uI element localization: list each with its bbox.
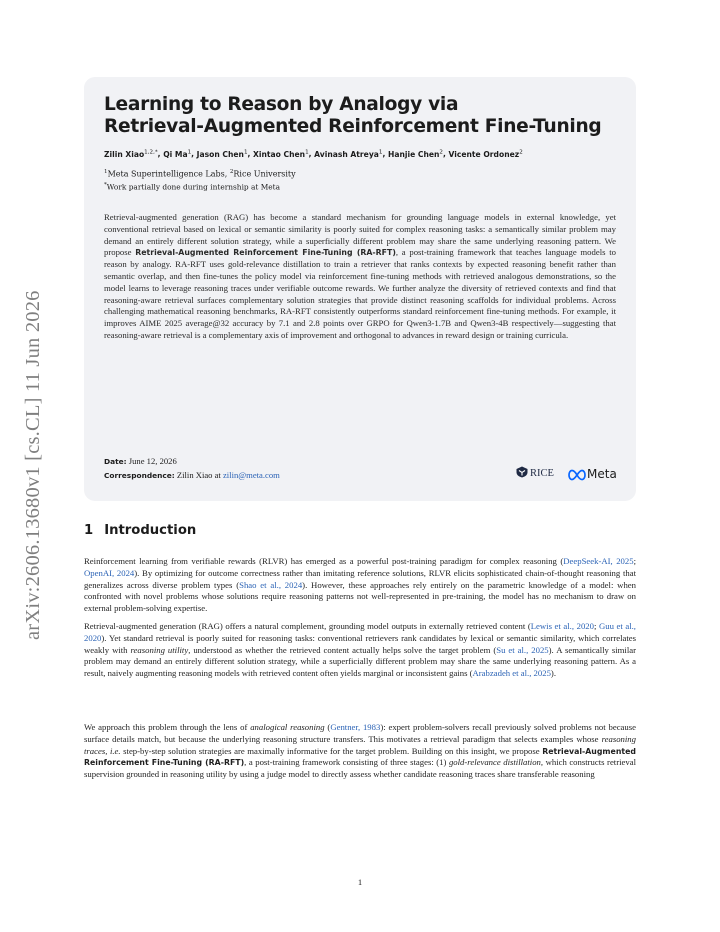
abstract: Retrieval-augmented generation (RAG) has become a standard mechanism for grounding language models in external knowledge, yet conventional retrieval based on lexical or semantic similarity is poorly suited for complex reasoning tasks: a semantically similar problem may demand an entirely different solution strategy, while a superficially different problem may share the same underlying reasoning pattern. We propose Retrieval-Augmented Reinforcement Fine-Tuning (RA-RFT), a post-training framework that teaches language models to reason by analogy. RA-RFT uses gold-relevance distillation to train a retriever that ranks contexts by expected reasoning benefit rather than semantic overlap, and then fine-tunes the policy model via reinforcement fine-tuning methods with retrieved analogous demonstrations, so the model learns to leverage reasoning traces under verifiable outcome rewards. We further analyze the diversity of retrieved contexts and find that reasoning-aware retrieval surfaces complementary solution strategies that provide distinct reasoning scaffolds for individual problems. Across challenging mathematical reasoning benchmarks, RA-RFT consistently outperforms standard reinforcement fine-tuning methods. For example, it improves AIME 2025 average@32 accuracy by 7.1 and 2.8 points over GRPO for Qwen3-1.7B and Qwen3-4B respectively—suggesting that reasoning-aware retrieval is a complementary axis of improvement and orthogonal to advances in reward design or training curricula. xyxy=(104,212,616,340)
rice-logo: RICE xyxy=(516,466,554,482)
intro-paragraph-2: Retrieval-augmented generation (RAG) offers a natural complement, grounding model outputs in externally retrieved content (Lewis et al., 2020; Guu et al., 2020). Yet standard retrieval is poorly suited for reasoning tasks: conventional retrievers rank candidates by lexical or semantic similarity, which correlates weakly with reasoning utility, understood as whether the retrieved content actually helps solve the target problem (Su et al., 2025). A semantically similar problem may demand an entirely different solution strategy, while a superficially different problem may share the same underlying reasoning pattern. As a result, naively augmenting reasoning models with retrieved content often yields marginal or inconsistent gains (Arabzadeh et al., 2025). xyxy=(84,621,636,679)
author: Hanjie Chen$^2$ xyxy=(388,149,443,159)
citation-link[interactable]: Lewis et al., 2020 xyxy=(530,621,594,631)
title-line-1: Learning to Reason by Analogy via xyxy=(104,94,459,115)
date-line xyxy=(104,456,504,467)
citation-link[interactable]: Su et al., 2025 xyxy=(496,644,549,655)
citation-link[interactable]: DeepSeek-AI, 2025 xyxy=(563,556,634,566)
rice-owl-icon xyxy=(516,466,528,478)
date-value: June 12, 2026 xyxy=(128,456,177,466)
date-label: Date: xyxy=(104,457,127,466)
title-line-2: Retrieval-Augmented Reinforcement Fine-Tuning xyxy=(104,116,602,137)
citation-link[interactable]: Arabzadeh et al., 2025 xyxy=(472,668,551,679)
correspondence-line xyxy=(104,470,504,481)
author: Jason Chen$^1$ xyxy=(196,149,248,159)
paper-title xyxy=(104,94,624,138)
intro-paragraph-3: We approach this problem through the lens of analogical reasoning (Gentner, 1983): expert problem-solvers recall previously solved problems not because surface details match, but because the underlying reasoning structure transfers. This motivates a retrieval paradigm that selects examples whose reasoning traces, i.e. step-by-step solution strategies are maximally informative for the target problem. Building on this insight, we propose Retrieval-Augmented Reinforcement Fine-Tuning (RA-RFT), a post-training framework consisting of three stages: (1) gold-relevance distillation, which constructs retrieval supervision grounded in reasoning utility by using a judge model to directly assess whether candidate reasoning traces share transferable reasoning xyxy=(84,722,636,780)
meta-logo: Meta xyxy=(568,466,617,482)
citation-link[interactable]: Gentner, 1983 xyxy=(330,722,381,732)
author: Zilin Xiao$^{1,2,*}$ xyxy=(104,149,158,159)
affiliations: $^1$Meta Superintelligence Labs, $^2$Rice University xyxy=(104,169,296,179)
correspondence-label: Correspondence: xyxy=(104,471,175,480)
author-list: Zilin Xiao$^{1,2,*}$, Qi Ma$^1$, Jason Chen$^1$, Xintao Chen$^1$, Avinash Atreya$^1$, Hanjie Chen$^2$, Vicente Ordonez$^2$ xyxy=(104,149,523,159)
citation-link[interactable]: Guu et al., 2020 xyxy=(84,621,636,643)
author: Avinash Atreya$^1$ xyxy=(314,149,383,159)
author: Xintao Chen$^1$ xyxy=(253,149,309,159)
citation-link[interactable]: OpenAI, 2024 xyxy=(84,567,135,578)
arxiv-identifier: arXiv:2606.13680v1 [cs.CL] 11 Jun 2026 xyxy=(22,290,44,640)
citation-link[interactable]: Shao et al., 2024 xyxy=(239,579,303,590)
author: Vicente Ordonez$^2$ xyxy=(448,149,523,159)
section-heading-introduction: 1 Introduction xyxy=(84,523,197,538)
intro-paragraph-1: Reinforcement learning from verifiable rewards (RLVR) has emerged as a powerful post-training paradigm for complex reasoning (DeepSeek-AI, 2025; OpenAI, 2024). By optimizing for outcome correctness rather than imitating reference solutions, RLVR elicits sophisticated chain-of-thought reasoning that generalizes across diverse problem types (Shao et al., 2024). However, these approaches rely entirely on the parametric knowledge of a model: when confronted with novel problems whose solutions require reasoning patterns not well-represented in pre-training, the model has no mechanism to draw on external problem-solving expertise. xyxy=(84,556,636,614)
correspondence-name: Zilin Xiao at xyxy=(176,470,221,480)
correspondence-email-link[interactable]: zilin@meta.com xyxy=(222,470,280,480)
author: Qi Ma$^1$ xyxy=(163,149,192,159)
meta-infinity-icon xyxy=(568,469,586,481)
author-note: *Work partially done during internship at Meta xyxy=(104,182,281,192)
page-number: 1 xyxy=(357,877,363,887)
